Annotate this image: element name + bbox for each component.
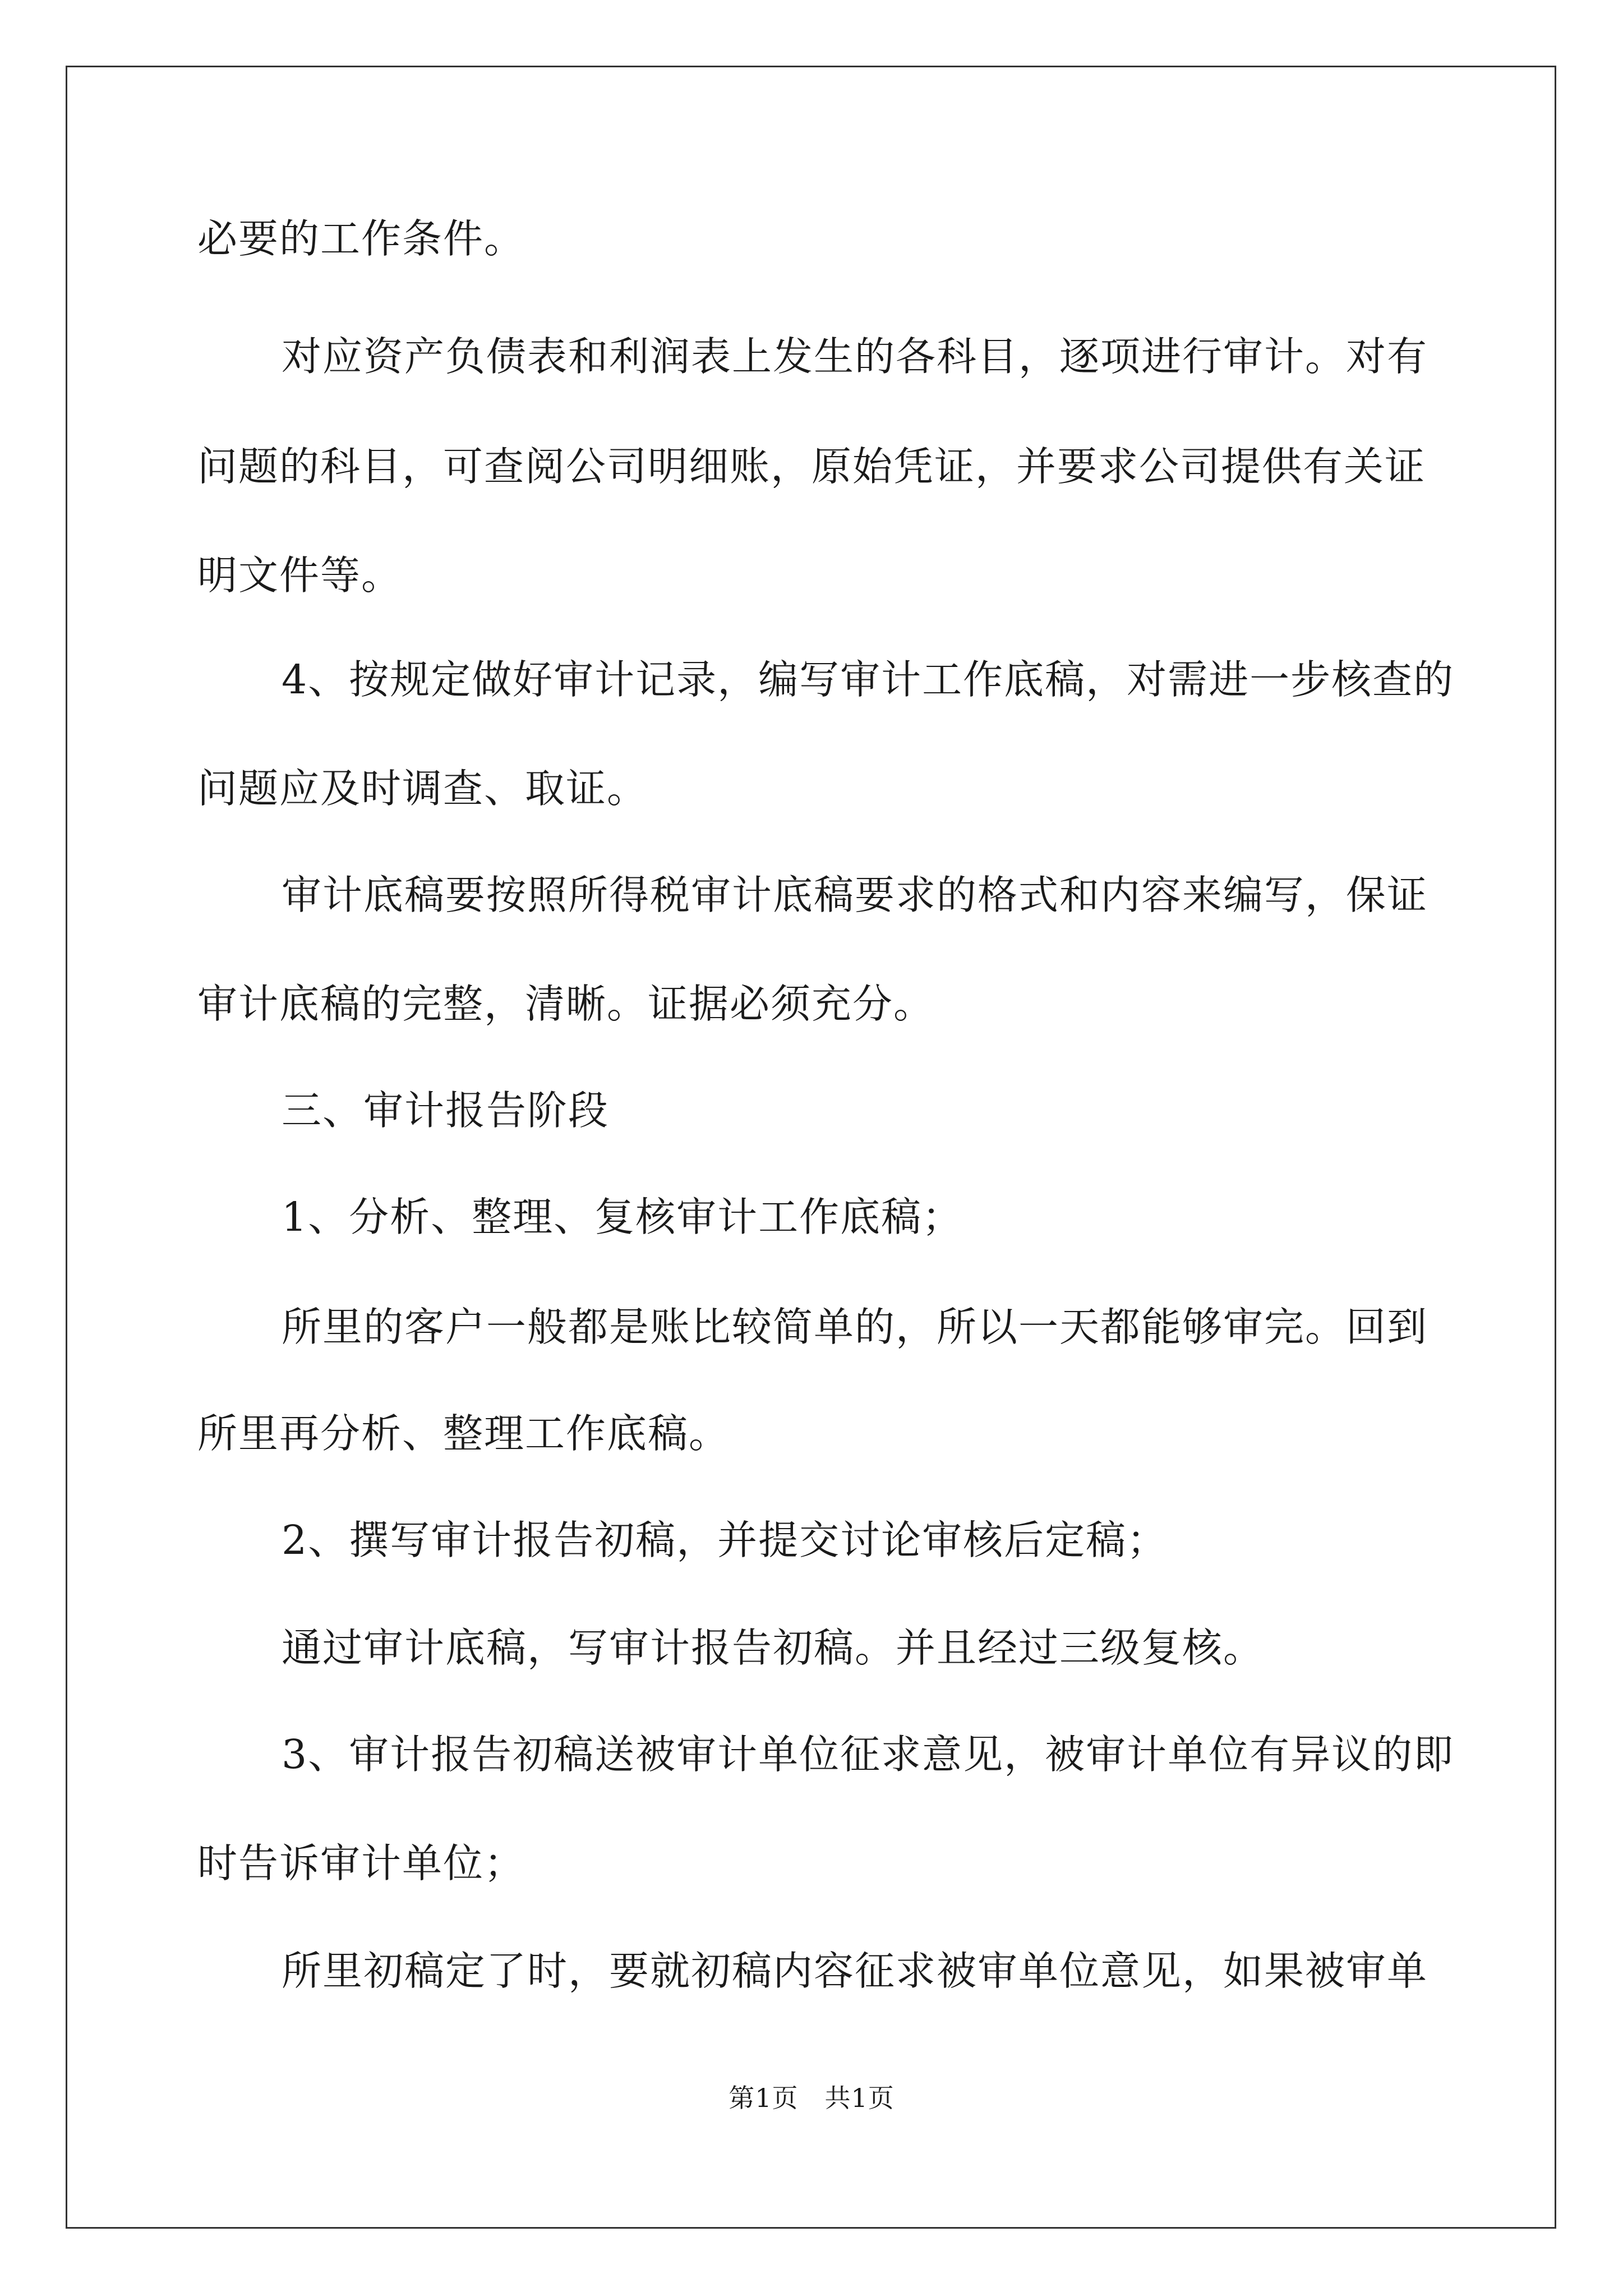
body-line-9: 三、审计报告阶段 [282, 1087, 610, 1134]
body-line-16: 时告诉审计单位； [197, 1840, 525, 1887]
body-line-7: 审计底稿要按照所得税审计底稿要求的格式和内容来编写，保证 [282, 872, 1428, 918]
body-line-15: 3、审计报告初稿送被审计单位征求意见，被审计单位有异议的即 [282, 1731, 1455, 1778]
body-line-17: 所里初稿定了时，要就初稿内容征求被审单位意见，如果被审单 [282, 1948, 1428, 1994]
body-line-2: 对应资产负债表和利润表上发生的各科目，逐项进行审计。对有 [282, 333, 1428, 380]
body-line-8: 审计底稿的完整，清晰。证据必须充分。 [197, 981, 935, 1027]
page-number-footer: 第1页 共1页 [728, 2083, 895, 2113]
body-line-12: 所里再分析、整理工作底稿。 [197, 1410, 730, 1457]
body-line-3: 问题的科目，可查阅公司明细账，原始凭证，并要求公司提供有关证 [197, 443, 1426, 490]
body-line-5: 4、按规定做好审计记录，编写审计工作底稿，对需进一步核查的 [282, 656, 1455, 703]
body-line-1: 必要的工作条件。 [197, 215, 525, 262]
body-line-4: 明文件等。 [197, 552, 403, 599]
body-line-14: 通过审计底稿，写审计报告初稿。并且经过三级复核。 [282, 1625, 1265, 1671]
body-line-11: 所里的客户一般都是账比较简单的，所以一天都能够审完。回到 [282, 1304, 1428, 1350]
body-line-13: 2、撰写审计报告初稿，并提交讨论审核后定稿； [282, 1517, 1168, 1563]
page-border [66, 66, 1556, 2229]
body-line-6: 问题应及时调查、取证。 [197, 765, 648, 812]
body-line-10: 1、分析、整理、复核审计工作底稿； [282, 1194, 963, 1240]
